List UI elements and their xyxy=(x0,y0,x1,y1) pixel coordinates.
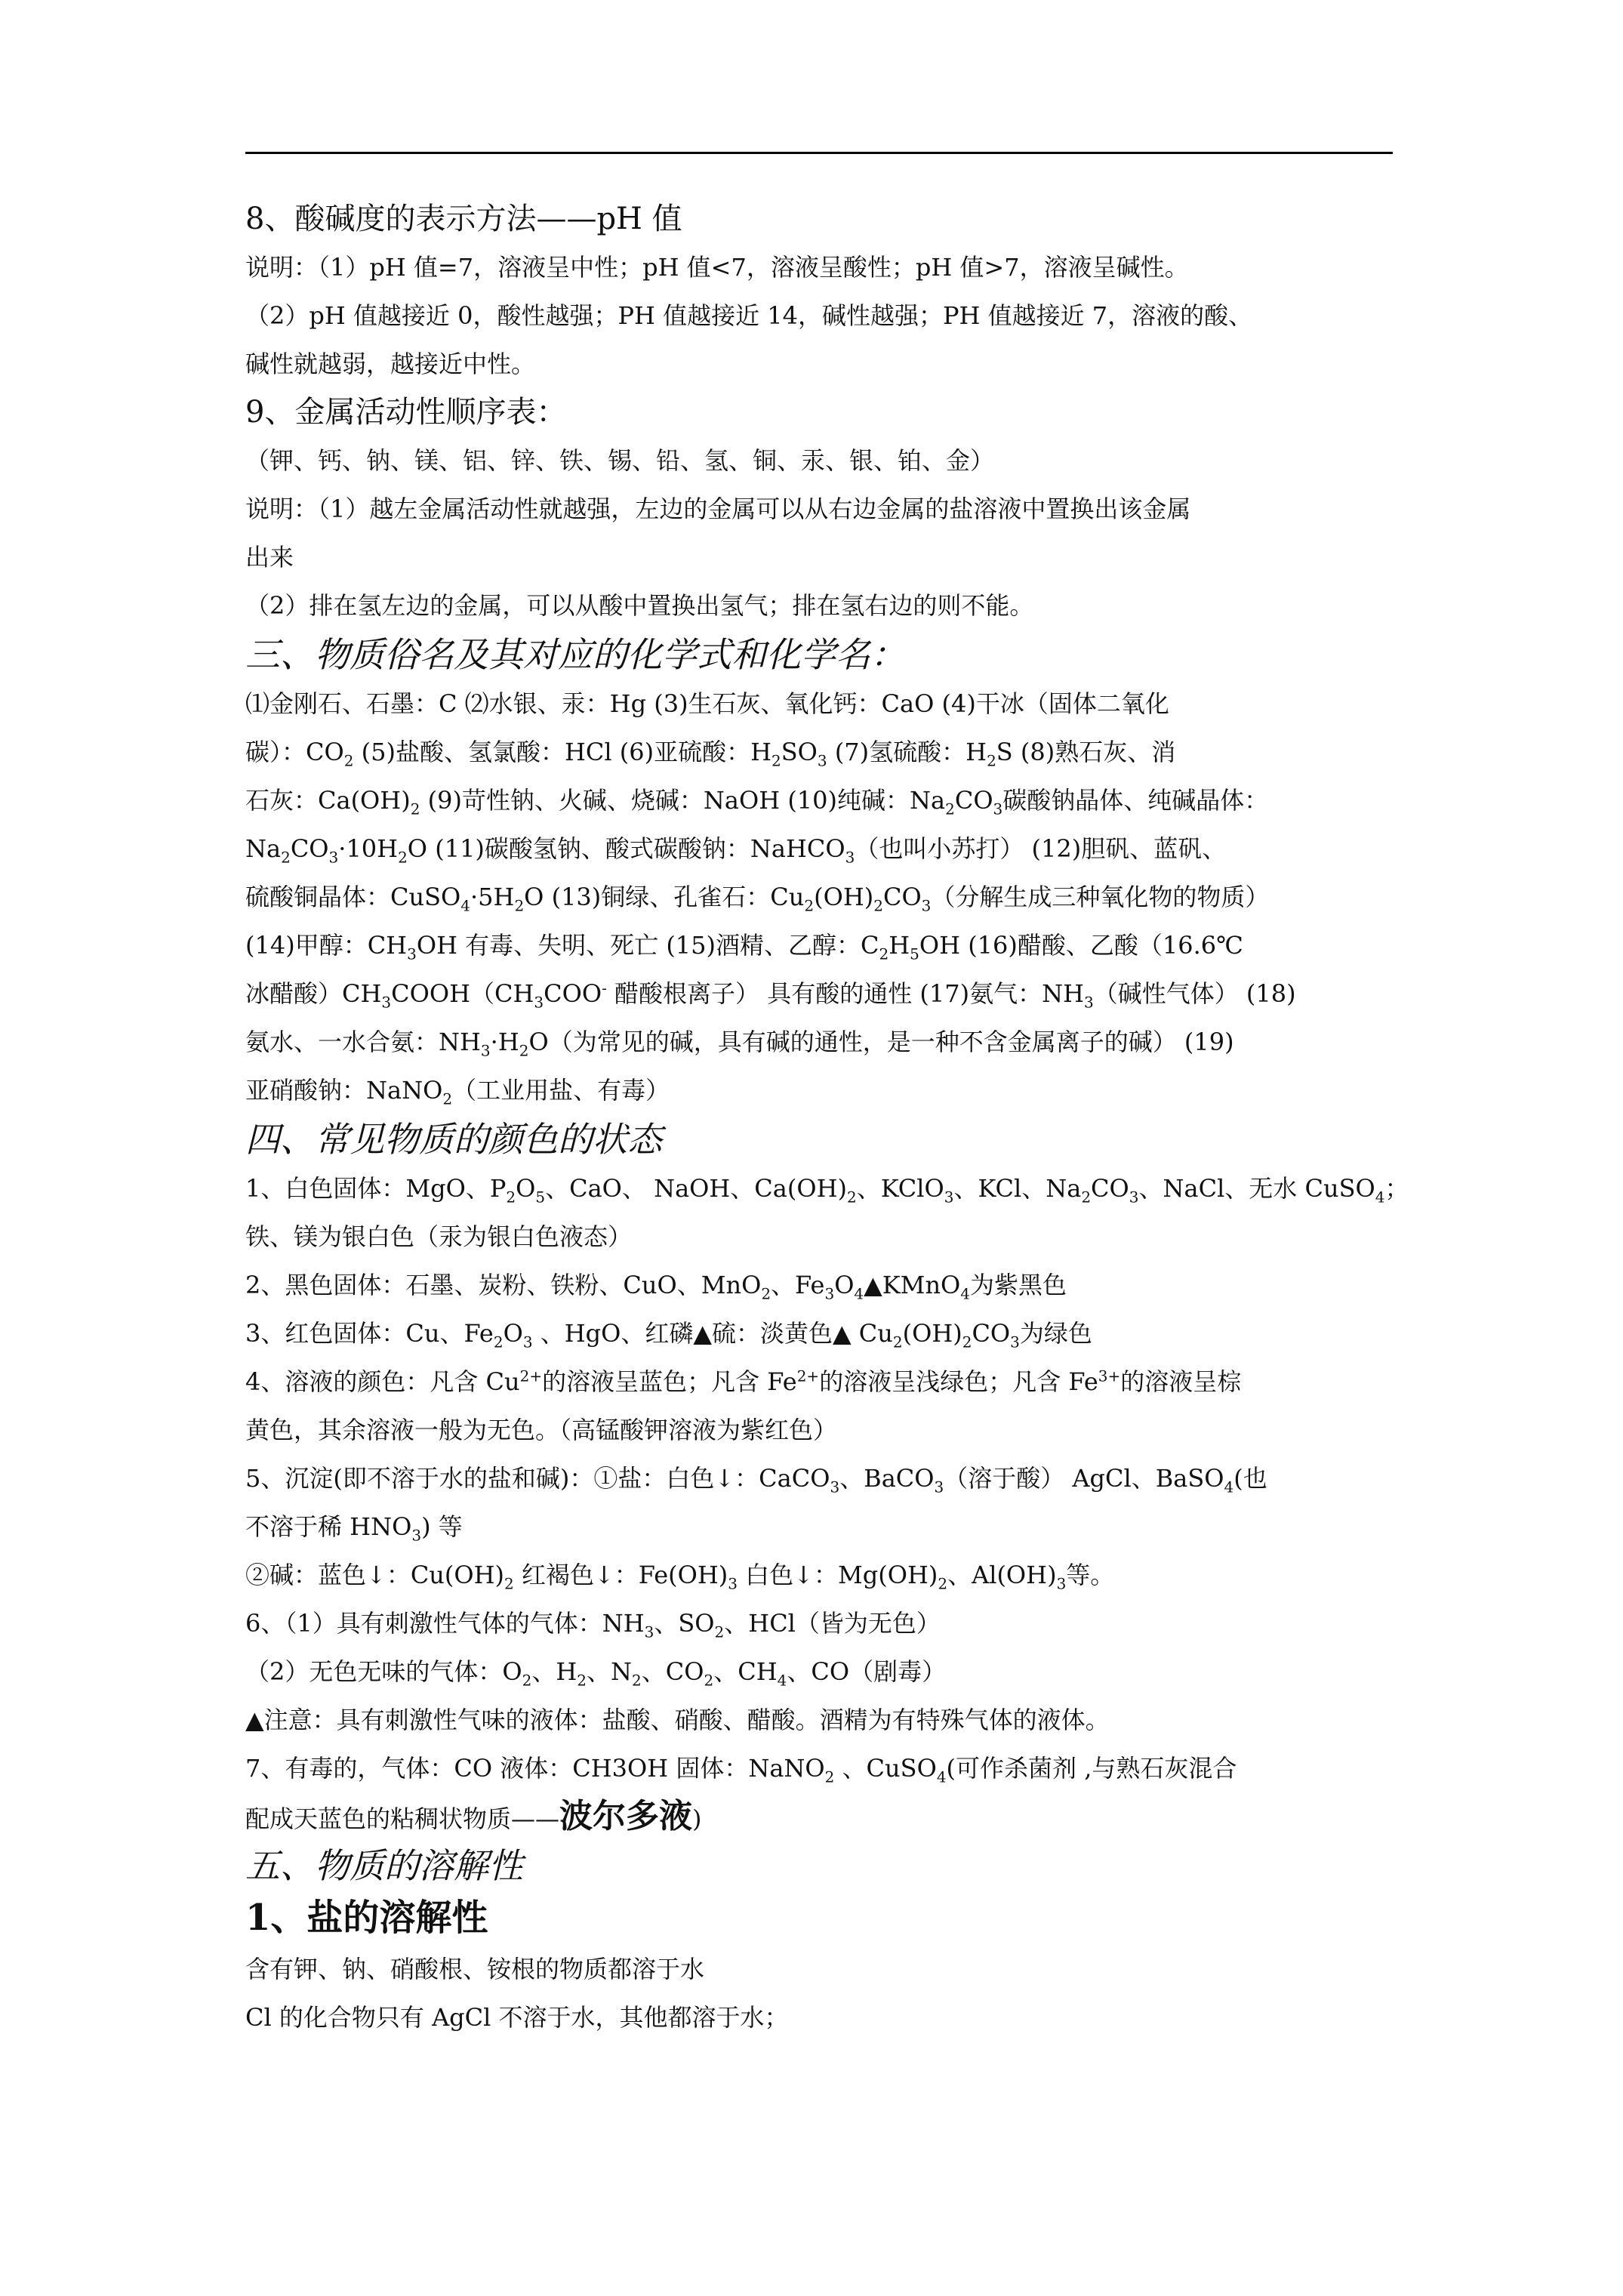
text-line: 6、（1）具有刺激性气体的气体：$NH_3$、$SO_2$、HCl（皆为无色） xyxy=(245,1609,941,1641)
text-line: 不溶于稀 $HNO_3$) 等 xyxy=(245,1512,463,1545)
heading: 三、物质俗名及其对应的化学式和化学名： xyxy=(245,634,905,675)
text-line: 含有钾、钠、硝酸根、铵根的物质都溶于水 xyxy=(245,1955,705,1983)
text-line: 7、有毒的，气体：CO 液体：CH3OH 固体：NaNO$_2$ 、CuSO$_4$(可作杀菌剂 ,与熟石灰混合 xyxy=(245,1754,1237,1786)
text-line: ⑴金刚石、石墨：C ⑵水银、汞：Hg (3)生石灰、氧化钙：CaO (4)干冰（固体二氧化 xyxy=(245,689,1169,718)
text-line: 黄色，其余溶液一般为无色。（高锰酸钾溶液为紫红色） xyxy=(245,1416,838,1444)
text-line: （钾、钙、钠、镁、铝、锌、铁、锡、铅、氢、铜、汞、银、铂、金） xyxy=(245,446,995,475)
text-line: 亚硝酸钠：NaNO$_2$（工业用盐、有毒） xyxy=(245,1076,670,1108)
text-line: Cl 的化合物只有 AgCl 不溶于水，其他都溶于水； xyxy=(245,2003,789,2032)
document-body xyxy=(245,195,1423,2042)
text-line: 3、红色固体：Cu、$Fe_2O_3$ 、HgO、红磷▲硫：淡黄色▲ $Cu_2(OH)_2CO_3$为绿色 xyxy=(245,1319,1092,1351)
text-line: 硫酸铜晶体：$CuSO_4\cdot 5H_2O$ (13)铜绿、孔雀石：$Cu_2(OH)_2CO_3$（分解生成三种氧化物的物质） xyxy=(245,883,1270,915)
text-line: 说明：（1）越左金属活动性就越强，左边的金属可以从右边金属的盐溶液中置换出该金属 xyxy=(245,495,1191,523)
text-line: 配成天蓝色的粘稠状物质——波尔多液) xyxy=(245,1797,702,1835)
text-line: ▲注意：具有刺激性气味的液体：盐酸、硝酸、醋酸。酒精为有特殊气体的液体。 xyxy=(245,1706,1110,1734)
text-line: （2）排在氢左边的金属，可以从酸中置换出氢气；排在氢右边的则不能。 xyxy=(245,591,1034,620)
text-line: 5、沉淀(即不溶于水的盐和碱)：①盐：白色↓：CaCO$_3$、BaCO$_3$（溶于酸） AgCl、BaSO$_4$(也 xyxy=(245,1464,1267,1496)
text-line: ②碱：蓝色↓：$Cu(OH)_2$ 红褐色↓：$Fe(OH)_3$ 白色↓：$Mg(OH)_2$、$Al(OH)_3$等。 xyxy=(245,1561,1115,1593)
text-line: （2）无色无味的气体：$O_2$、$H_2$、$N_2$、$CO_2$、$CH_4$、CO（剧毒） xyxy=(245,1657,947,1690)
text-line: 出来 xyxy=(245,543,294,572)
text-line: (14)甲醇：$CH_3OH$ 有毒、失明、死亡 (15)酒精、乙醇：$C_2H_5OH$ (16)醋酸、乙酸（16.6℃ xyxy=(245,931,1243,963)
text-line: 铁、镁为银白色（汞为银白色液态） xyxy=(245,1222,633,1251)
section-title: 8、酸碱度的表示方法——pH 值 xyxy=(245,202,682,236)
subheading: 1、盐的溶解性 xyxy=(245,1897,488,1939)
section-title: 9、金属活动性顺序表： xyxy=(245,395,567,430)
text-line: 说明：（1）pH 值=7，溶液呈中性；pH 值<7，溶液呈酸性；pH 值>7，溶液呈碱性。 xyxy=(245,253,1189,282)
text-line: 冰醋酸）$CH_3COOH(CH_3COO^-$ 醋酸根离子） 具有酸的通性 (17)氨气：$NH_3$（碱性气体） (18) xyxy=(245,978,1296,1012)
heading: 四、常见物质的颜色的状态 xyxy=(245,1119,662,1160)
text-line: 2、黑色固体：石墨、炭粉、铁粉、CuO、MnO$_2$、$Fe_3O_4▲KMnO_4$为紫黑色 xyxy=(245,1271,1067,1303)
heading: 五、物质的溶解性 xyxy=(245,1845,523,1886)
text-line: 1、白色固体：MgO、$P_2O_5$、CaO、 NaOH、$Ca(OH)_2$、KClO$_3$、KCl、$Na_2CO_3$、NaCl、无水 CuSO$_4$； xyxy=(245,1174,1409,1207)
text-line: 碱性就越弱，越接近中性。 xyxy=(245,350,536,378)
text-line: 氨水、一水合氨：$NH_3\cdot H_2O$（为常见的碱，具有碱的通性，是一种不含金属离子的碱） (19) xyxy=(245,1028,1234,1060)
text-line: （2）pH 值越接近 0，酸性越强；PH 值越接近 14，碱性越强；PH 值越接近 7，溶液的酸、 xyxy=(245,301,1253,330)
header-rule xyxy=(245,152,1393,154)
text-line: 碳）：$CO_2$ (5)盐酸、氢氯酸：HCl (6)亚硫酸：$H_2SO_3$ (7)氢硫酸：$H_2S$ (8)熟石灰、消 xyxy=(245,738,1176,770)
text-line: 4、溶液的颜色：凡含 $Cu^{2+}$的溶液呈蓝色；凡含 $Fe^{2+}$的溶液呈浅绿色；凡含 $Fe^{3+}$的溶液呈棕 xyxy=(245,1367,1242,1396)
text-line: 石灰：$Ca(OH)_2$ (9)苛性钠、火碱、烧碱：NaOH (10)纯碱：$Na_2CO_3$碳酸钠晶体、纯碱晶体： xyxy=(245,786,1269,818)
text-line: $Na_2CO_3\cdot 10H_2O$ (11)碳酸氢钠、酸式碳酸钠：NaHCO$_3$（也叫小苏打） (12)胆矾、蓝矾、 xyxy=(245,834,1227,867)
